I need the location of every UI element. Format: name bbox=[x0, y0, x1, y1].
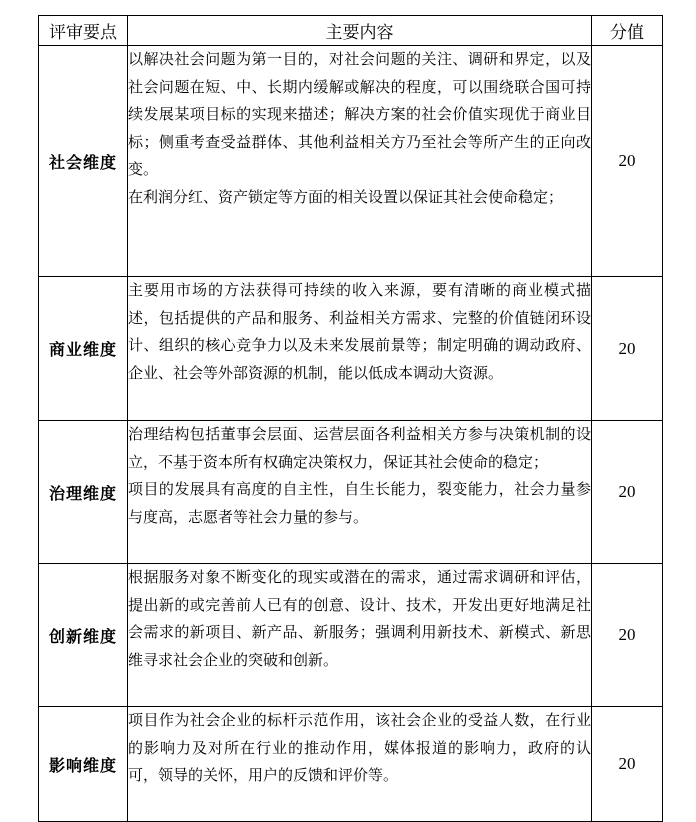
content-paragraph: 项目的发展具有高度的自主性，自生长能力，裂变能力，社会力量参与度高，志愿者等社会力量的参与。 bbox=[128, 480, 591, 526]
table-row bbox=[39, 421, 663, 564]
dimension-label: 创新维度 bbox=[39, 564, 128, 707]
content-paragraph: 主要用市场的方法获得可持续的收入来源，要有清晰的商业模式描述，包括提供的产品和服务、利益相关方需求、完整的价值链闭环设计、组织的核心竞争力以及未来发展前景等；制定明确的调动政府、企业、社会等外部资源的机制，能以低成本调动大资源。 bbox=[128, 281, 591, 382]
dimension-label: 治理维度 bbox=[39, 421, 128, 564]
table-row bbox=[39, 46, 663, 277]
content-paragraph: 项目作为社会企业的标杆示范作用，该社会企业的受益人数，在行业的影响力及对所在行业的推动作用，媒体报道的影响力，政府的认可，领导的关怀，用户的反馈和评价等。 bbox=[128, 711, 591, 784]
content-cell bbox=[128, 564, 592, 707]
header-score: 分值 bbox=[592, 16, 663, 46]
table-row bbox=[39, 707, 663, 822]
dimension-label: 影响维度 bbox=[39, 707, 128, 822]
score-value: 20 bbox=[592, 707, 663, 822]
content-paragraph: 治理结构包括董事会层面、运营层面各利益相关方参与决策机制的设立，不基于资本所有权确定决策权力，保证其社会使命的稳定； bbox=[128, 425, 591, 471]
review-criteria-table bbox=[38, 15, 663, 822]
table-row bbox=[39, 564, 663, 707]
content-paragraph: 以解决社会问题为第一目的，对社会问题的关注、调研和界定，以及社会问题在短、中、长期内缓解或解决的程度，可以围绕联合国可持续发展某项目标的实现来描述；解决方案的社会价值实现优于商业目标；侧重考查受益群体、其他利益相关方乃至社会等所产生的正向改变。 bbox=[128, 50, 591, 178]
score-value: 20 bbox=[592, 46, 663, 277]
content-cell bbox=[128, 707, 592, 822]
content-paragraph: 在利润分红、资产锁定等方面的相关设置以保证其社会使命稳定； bbox=[128, 187, 564, 206]
header-content: 主要内容 bbox=[128, 16, 592, 46]
dimension-label: 商业维度 bbox=[39, 277, 128, 421]
content-cell bbox=[128, 277, 592, 421]
dimension-label: 社会维度 bbox=[39, 46, 128, 277]
score-value: 20 bbox=[592, 277, 663, 421]
content-cell bbox=[128, 421, 592, 564]
score-value: 20 bbox=[592, 564, 663, 707]
table-row bbox=[39, 277, 663, 421]
score-value: 20 bbox=[592, 421, 663, 564]
header-criteria: 评审要点 bbox=[39, 16, 128, 46]
content-paragraph: 根据服务对象不断变化的现实或潜在的需求，通过需求调研和评估，提出新的或完善前人已有的创意、设计、技术，开发出更好地满足社会需求的新项目、新产品、新服务；强调利用新技术、新模式、新思维寻求社会企业的突破和创新。 bbox=[128, 568, 591, 669]
content-cell bbox=[128, 46, 592, 277]
header-row bbox=[39, 16, 663, 46]
